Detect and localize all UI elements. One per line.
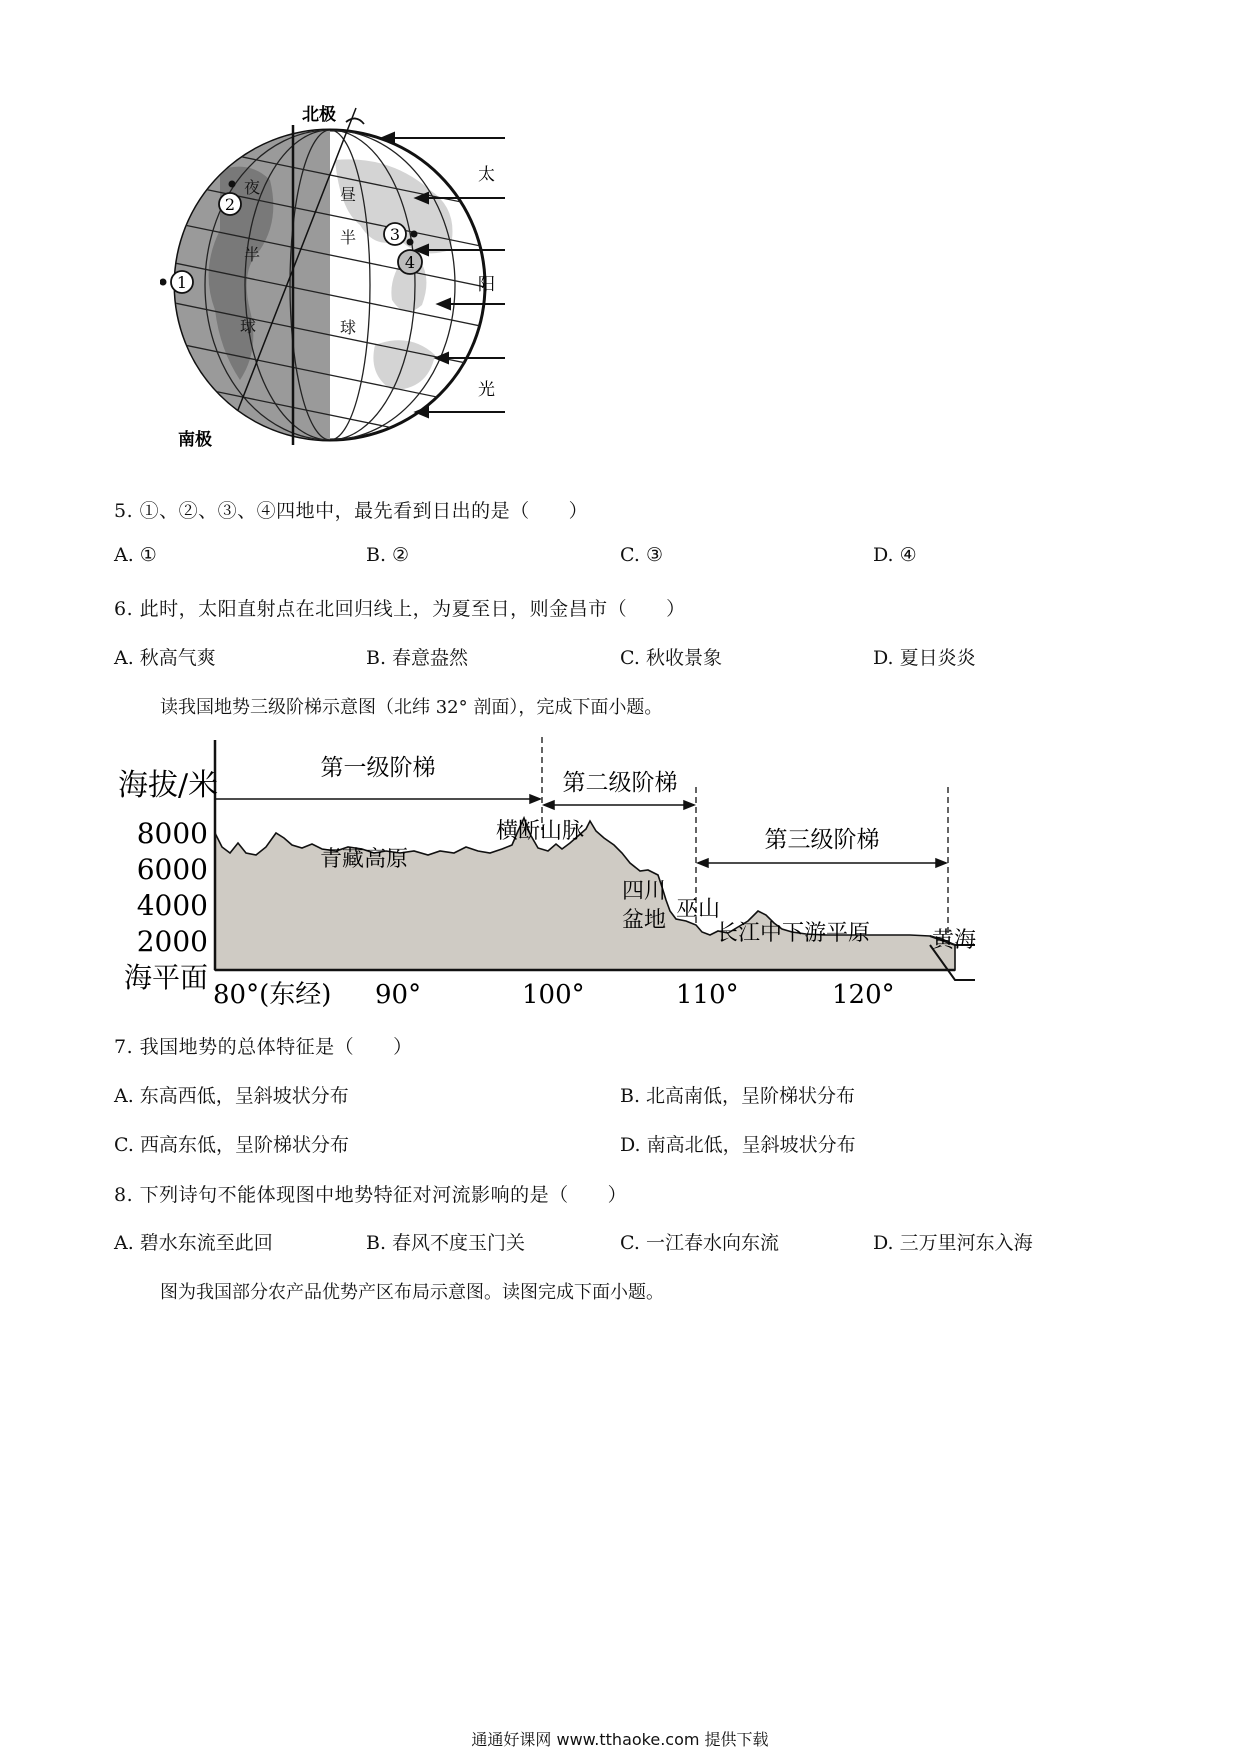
y-tick-8000: 8000 [136,817,208,850]
x-tick-90: 90° [375,980,422,1010]
q8-option-c[interactable]: C. 一江春水向东流 [620,1232,779,1254]
map-char-5: 半 [340,228,357,247]
globe-figure [160,100,580,470]
terrain-profile-figure [110,735,980,1015]
step-1-label: 第一级阶梯 [320,755,436,781]
y-tick-6000: 6000 [136,853,208,886]
north-pole-label: 北极 [302,105,336,125]
q5-option-d[interactable]: D. ④ [873,544,917,566]
label-sichuan-2: 盆地 [622,908,667,933]
map-char-2: 半 [244,245,261,264]
q8-stem: 8. 下列诗句不能体现图中地势特征对河流影响的是（ ） [114,1184,628,1206]
sunlight-char-3: 光 [478,380,495,400]
x-tick-110: 110° [676,980,739,1010]
map-char-4: 昼 [340,185,357,204]
step-3-label: 第三级阶梯 [764,827,880,853]
terrain-intro: 读我国地势三级阶梯示意图（北纬 32° 剖面），完成下面小题。 [160,697,663,718]
label-yangtze-plain: 长江中下游平原 [716,921,871,946]
x-tick-80: 80°(东经) [213,980,332,1010]
map-char-6: 球 [340,318,357,337]
label-hengduan: 横断山脉 [496,819,585,844]
q7-option-c[interactable]: C. 西高东低，呈阶梯状分布 [114,1134,349,1156]
q5-stem: 5. ①、②、③、④四地中，最先看到日出的是（ ） [114,500,589,522]
agri-intro: 图为我国部分农产品优势产区布局示意图。读图完成下面小题。 [160,1282,664,1303]
svg-text:1: 1 [176,273,188,292]
y-tick-2000: 2000 [136,925,208,958]
map-char-3: 球 [240,317,257,336]
q6-option-b[interactable]: B. 春意盎然 [366,647,469,669]
label-qinghai-tibet: 青藏高原 [319,847,409,872]
point-1 [160,271,193,293]
sunlight-char-1: 太 [478,165,495,185]
q6-option-a[interactable]: A. 秋高气爽 [114,647,216,669]
y-axis-title: 海拔/米 [118,768,219,803]
x-tick-100: 100° [522,980,585,1010]
q6-stem: 6. 此时，太阳直射点在北回归线上，为夏至日，则金昌市（ ） [114,598,686,620]
q7-option-b[interactable]: B. 北高南低，呈阶梯状分布 [620,1085,856,1107]
q7-stem: 7. 我国地势的总体特征是（ ） [114,1036,413,1058]
svg-text:4: 4 [404,253,416,272]
y-tick-sea-level: 海平面 [123,961,208,994]
q5-option-a[interactable]: A. ① [114,544,157,566]
q5-option-c[interactable]: C. ③ [620,544,663,566]
q6-option-d[interactable]: D. 夏日炎炎 [873,647,976,669]
label-sichuan-1: 四川 [622,879,667,904]
south-pole-label: 南极 [178,430,212,450]
q7-option-d[interactable]: D. 南高北低，呈斜坡状分布 [620,1134,856,1156]
page-footer: 通通好课网 www.tthaoke.com 提供下载 [471,1730,769,1749]
q6-option-c[interactable]: C. 秋收景象 [620,647,722,669]
map-char-1: 夜 [244,178,261,197]
q8-option-b[interactable]: B. 春风不度玉门关 [366,1232,526,1254]
step-2-label: 第二级阶梯 [562,770,678,796]
q5-option-b[interactable]: B. ② [366,544,410,566]
label-wushan: 巫山 [676,897,721,922]
q7-option-a[interactable]: A. 东高西低，呈斜坡状分布 [114,1085,349,1107]
label-yellow-sea: 黄海 [932,928,977,953]
q8-option-d[interactable]: D. 三万里河东入海 [873,1232,1033,1254]
q8-option-a[interactable]: A. 碧水东流至此回 [114,1232,273,1254]
sunlight-char-2: 阳 [478,275,495,295]
svg-text:2: 2 [224,195,236,214]
rotation-arrow-icon [346,118,364,124]
y-tick-4000: 4000 [136,889,208,922]
x-tick-120: 120° [832,980,895,1010]
svg-text:3: 3 [389,225,401,244]
